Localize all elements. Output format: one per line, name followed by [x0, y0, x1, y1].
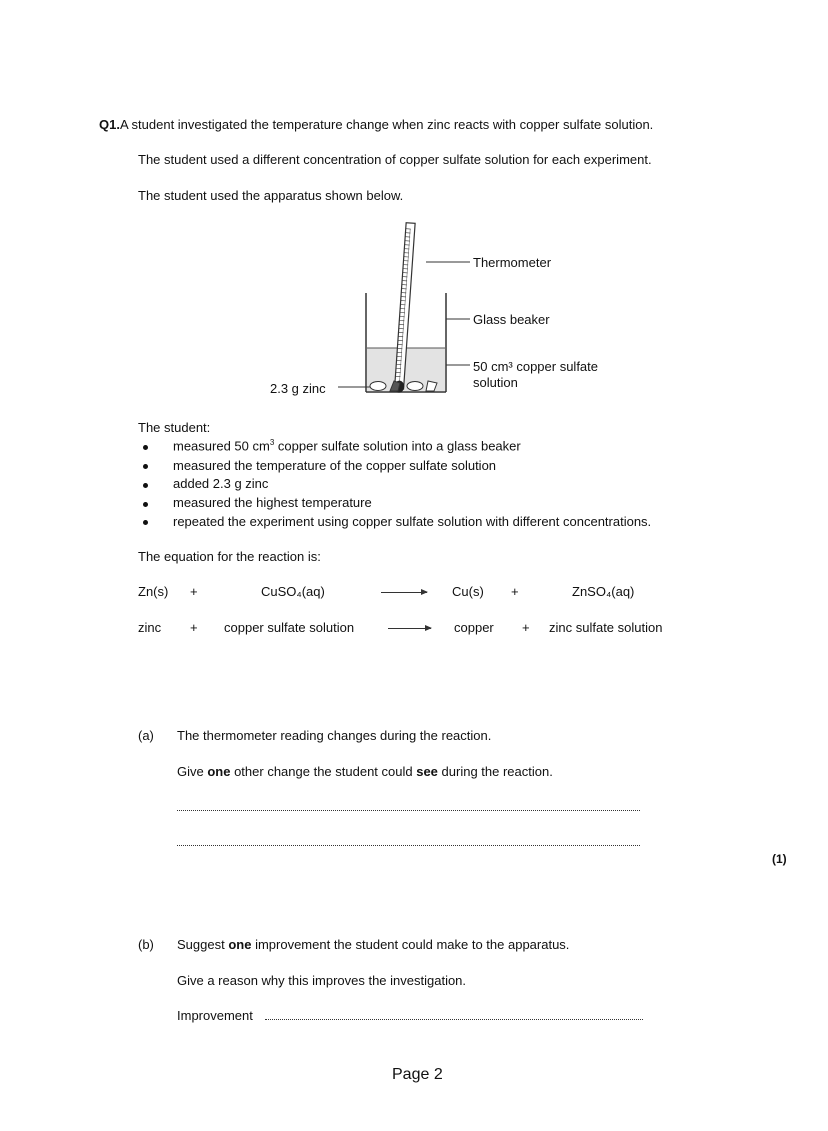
- equation-word-copper-sulfate: copper sulfate solution: [224, 620, 355, 635]
- part-b-prompt-bold-one: one: [228, 937, 252, 952]
- bullet: [143, 520, 148, 525]
- equation-plus: +: [522, 620, 530, 635]
- equation-symbol-cuso4: CuSO₄(aq): [261, 584, 325, 599]
- equation-symbol-cu: Cu(s): [452, 584, 484, 599]
- method-step-4: measured the highest temperature: [173, 495, 372, 510]
- question-line-2: The student used a different concentration of copper sulfate solution for each experiment.: [138, 152, 652, 167]
- glass-beaker-label: Glass beaker: [473, 312, 550, 327]
- equation-plus: +: [190, 584, 198, 599]
- question-number: Q1.: [99, 117, 120, 132]
- question-intro-text: A student investigated the temperature change when zinc reacts with copper sulfate solution.: [119, 117, 654, 132]
- part-a-marks: (1): [772, 852, 787, 866]
- equation-plus: +: [190, 620, 198, 635]
- equation-intro: The equation for the reaction is:: [138, 549, 321, 564]
- improvement-answer-line[interactable]: [265, 1019, 643, 1020]
- zinc-label: 2.3 g zinc: [270, 381, 326, 396]
- improvement-label: Improvement: [177, 1008, 253, 1023]
- part-a-prompt: [177, 764, 553, 779]
- part-b-prompt-pre: Suggest: [177, 937, 229, 952]
- reaction-arrow: [388, 628, 431, 629]
- equation-plus: +: [511, 584, 519, 599]
- solution-label-line-2: solution: [473, 375, 518, 390]
- page-number: Page 2: [392, 1066, 443, 1083]
- equation-word-zinc: zinc: [138, 620, 162, 635]
- apparatus-diagram: [0, 215, 828, 405]
- method-step-3: added 2.3 g zinc: [173, 476, 269, 491]
- bullet: [143, 464, 148, 469]
- equation-symbol-zn: Zn(s): [138, 584, 169, 599]
- part-b-prompt-2: Give a reason why this improves the investigation.: [177, 973, 467, 988]
- equation-word-copper: copper: [454, 620, 494, 635]
- part-a-statement: The thermometer reading changes during the reaction.: [177, 728, 492, 743]
- part-b-prompt: [177, 937, 569, 952]
- part-a-prompt-pre: Give: [177, 764, 208, 779]
- bullet: [143, 483, 148, 488]
- bullet: [143, 502, 148, 507]
- method-step-1: measured 50 $cm^3$ copper sulfate solution into a glass beaker: [173, 438, 521, 454]
- part-a-label: (a): [138, 728, 154, 743]
- question-line-3: The student used the apparatus shown below.: [138, 188, 404, 203]
- thermometer-label: Thermometer: [473, 255, 552, 270]
- part-a-prompt-bold-one: one: [207, 764, 231, 779]
- part-b-prompt-post: improvement the student could make to the apparatus.: [251, 937, 570, 952]
- method-step-2: measured the temperature of the copper sulfate solution: [173, 458, 497, 473]
- part-a-prompt-post: during the reaction.: [437, 764, 553, 779]
- equation-word-zinc-sulfate: zinc sulfate solution: [549, 620, 663, 635]
- solution-label-line-1: 50 cm³ copper sulfate: [473, 359, 599, 374]
- question-intro: [99, 117, 653, 132]
- method-heading: The student:: [138, 420, 211, 435]
- equation-symbol-znso4: ZnSO₄(aq): [572, 584, 635, 599]
- method-step-5: repeated the experiment using copper sulfate solution with different concentrations.: [173, 514, 652, 529]
- reaction-arrow: [381, 592, 427, 593]
- bullet: [143, 445, 148, 450]
- part-a-prompt-mid: other change the student could: [230, 764, 417, 779]
- part-a-prompt-bold-see: see: [416, 764, 438, 779]
- answer-line-a-2[interactable]: [177, 845, 640, 846]
- answer-line-a-1[interactable]: [177, 810, 640, 811]
- part-b-label: (b): [138, 937, 154, 952]
